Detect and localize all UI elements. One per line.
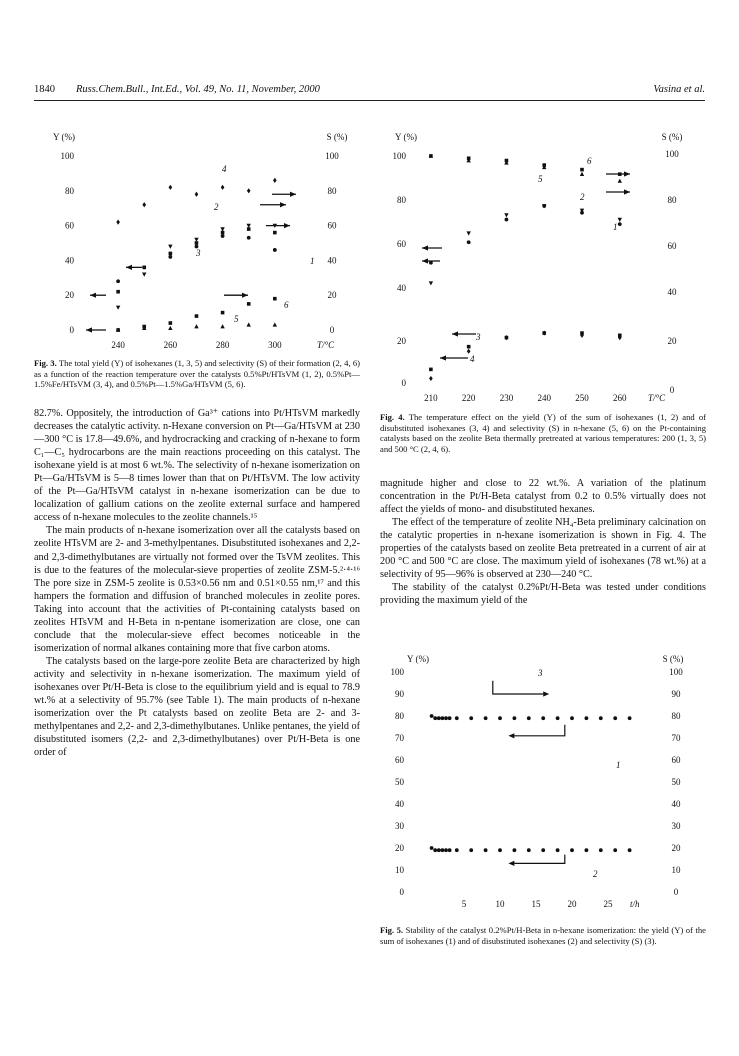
fig3-curve-label-3: 3 bbox=[196, 248, 201, 258]
fig4-x-ticks bbox=[424, 393, 627, 403]
fig3-point-series-1 bbox=[116, 279, 120, 283]
fig5-point-series-2 bbox=[585, 848, 589, 852]
tick-label: 40 bbox=[397, 283, 406, 293]
fig3-point-series-1 bbox=[247, 236, 251, 240]
fig4-curve-label-2: 2 bbox=[580, 192, 585, 202]
fig3-point-series-4 bbox=[169, 185, 173, 190]
fig3-curve-label-5: 5 bbox=[234, 314, 239, 324]
fig5-y-left-label: Y (%) bbox=[407, 654, 429, 664]
tick-label: 0 bbox=[329, 325, 335, 335]
fig3-y-left-label: Y (%) bbox=[53, 132, 75, 142]
tick-label: 100 bbox=[390, 667, 404, 677]
fig5-point-series-1 bbox=[448, 716, 452, 720]
tick-label: 80 bbox=[65, 185, 74, 196]
figure-5-caption bbox=[380, 925, 706, 946]
fig4-point-series-5 bbox=[580, 172, 584, 176]
journal-citation: Russ.Chem.Bull., Int.Ed., Vol. 49, No. 11, November, 2000 bbox=[76, 84, 320, 95]
paragraph: The effect of the temperature of zeolite NH₄-Beta preliminary calcination on the catalytic properties in n-hexane isomerization is shown in Fig. 4. The properties of the catalysts based on zeolite Beta pretreated in a current of air at 200 °C and 500 °C are close. The maximum yield of isohexanes (78 wt.%) at a selectivity of 95—96% is observed at 230—240 °C. bbox=[380, 517, 706, 581]
tick-label: 240 bbox=[537, 393, 551, 403]
fig5-point-series-2 bbox=[613, 848, 617, 852]
tick-label: 90 bbox=[671, 689, 681, 699]
fig5-point-series-1 bbox=[541, 716, 545, 720]
fig5-y-right-label: S (%) bbox=[662, 654, 684, 664]
fig4-y-ticks-right bbox=[665, 149, 679, 395]
fig3-point-series-4 bbox=[116, 220, 120, 225]
paragraph: The catalysts based on the large-pore zeolite Beta are characterized by high activity and selectivity in n-hexane isomerization. The maximum yield of isohexanes over Pt/H-Beta is close to the equilibrium yield and is equal to 78.9 wt.% at a selectivity of 95.7% (see Table 1). The main products of n-hexane isomerization over the Pt catalysts based on zeolite Beta are 2- and 3-methylpentanes and 2,2- and 2,3-dimethylbutanes. Unlike pentanes, the yield of disubstituted isomers (2,2- and 2,3-dimethylbutanes) over Pt/H-Beta is one order of bbox=[34, 655, 360, 759]
fig5-point-series-2 bbox=[455, 848, 459, 852]
fig4-markers bbox=[429, 154, 622, 381]
fig4-arrows bbox=[422, 171, 630, 360]
fig5-point-series-1 bbox=[433, 716, 437, 720]
fig3-point-series-6 bbox=[195, 314, 199, 318]
fig3-point-series-3 bbox=[273, 231, 277, 235]
fig3-point-series-6 bbox=[273, 297, 277, 301]
fig5-point-series-1 bbox=[469, 716, 473, 720]
fig4-curve-label-1: 1 bbox=[613, 222, 618, 232]
fig4-point-series-1 bbox=[467, 240, 471, 244]
fig4-point-series-2 bbox=[504, 213, 508, 217]
fig4-point-series-3 bbox=[467, 345, 471, 349]
fig3-x-ticks bbox=[111, 340, 282, 350]
tick-label: 20 bbox=[567, 899, 577, 909]
tick-label: 100 bbox=[325, 151, 339, 161]
fig4-point-series-2 bbox=[429, 281, 433, 285]
fig5-point-series-2 bbox=[430, 846, 434, 850]
fig3-arrow-left bbox=[126, 265, 142, 270]
fig3-point-series-1 bbox=[273, 248, 277, 252]
fig5-arrow-series-3 bbox=[493, 681, 549, 697]
fig5-point-series-1 bbox=[585, 716, 589, 720]
running-authors: Vasina et al. bbox=[653, 84, 705, 95]
fig3-point-series-3 bbox=[195, 241, 199, 245]
fig5-point-series-1 bbox=[556, 716, 560, 720]
fig4-caption-label: Fig. 4. bbox=[380, 412, 405, 422]
tick-label: 90 bbox=[395, 689, 404, 699]
fig4-caption-text: The temperature effect on the yield (Y) of the sum of isohexanes (1, 2) and of disubstituted isohexanes (3, 4) and selectivity (S) in n-hexane (5, 6) on the Pt-containing catalysts based on the zeolite Beta thermally pretreated at various temperatures: 200 (1, 3, 5) and 500 °C (2, 4, 6). bbox=[380, 412, 707, 454]
tick-label: 70 bbox=[395, 733, 404, 743]
fig4-point-series-3 bbox=[429, 368, 433, 372]
tick-label: 40 bbox=[667, 287, 677, 297]
tick-label: 70 bbox=[671, 733, 681, 743]
fig5-point-series-1 bbox=[444, 716, 448, 720]
fig3-arrow-left bbox=[90, 293, 106, 298]
paragraph: 82.7%. Oppositely, the introduction of Ga³⁺ cations into Pt/HTsVM markedly decreases the catalytic activity. n-Hexane conversion on Pt—Ga/HTsVM at 230—300 °C is 17.8—49.6%, and hydrocracking and cracking of n-hexane to form C₁—C₅ hydrocarbons are the main reactions proceeding on this catalyst. The isohexane yield is at most 6 wt.%. The selectivity of n-hexane isomerization on Pt—Ga/HTsVM is 5—8 times lower than that on Pt/HTsVM. The low activity of the Pt—Ga/HTsVM catalyst in n-hexane isomerization can be due to localization of gallium cations on the zeolite external surface and hampered access of n-hexane molecules to the zeolite channels.¹⁵ bbox=[34, 408, 360, 524]
paragraph: The stability of the catalyst 0.2%Pt/H-Beta was tested under conditions providing the maximum yield of the bbox=[380, 582, 706, 607]
tick-label: 60 bbox=[397, 239, 406, 249]
fig3-point-series-1 bbox=[221, 234, 225, 238]
tick-label: 260 bbox=[163, 340, 178, 350]
tick-label: 10 bbox=[395, 865, 404, 875]
right-column-text bbox=[380, 477, 706, 607]
fig5-point-series-2 bbox=[599, 848, 603, 852]
fig4-point-series-5 bbox=[618, 179, 622, 183]
fig5-caption-text: Stability of the catalyst 0.2%Pt/H-Beta in n-hexane isomerization: the yield (Y) of the sum of isohexanes (1) and of disubstituted isohexanes (2) and selectivity (S) (3). bbox=[380, 925, 706, 946]
fig3-point-series-5 bbox=[247, 322, 251, 326]
tick-label: 20 bbox=[395, 843, 404, 853]
fig3-point-series-4 bbox=[273, 178, 277, 183]
fig4-point-series-6 bbox=[580, 168, 584, 172]
fig4-curve-label-6: 6 bbox=[587, 156, 592, 166]
fig5-point-series-2 bbox=[628, 848, 632, 852]
fig5-point-series-1 bbox=[455, 716, 459, 720]
fig3-point-series-2 bbox=[116, 306, 120, 310]
fig3-point-series-1 bbox=[168, 255, 172, 259]
tick-label: 260 bbox=[613, 393, 627, 403]
fig5-point-series-2 bbox=[444, 848, 448, 852]
fig5-point-series-1 bbox=[498, 716, 502, 720]
tick-label: 5 bbox=[461, 899, 467, 909]
fig5-point-series-1 bbox=[527, 716, 531, 720]
fig5-arrows bbox=[493, 681, 565, 866]
fig3-point-series-5 bbox=[168, 326, 172, 330]
fig3-point-series-6 bbox=[221, 311, 225, 315]
fig5-point-series-2 bbox=[570, 848, 574, 852]
tick-label: 280 bbox=[215, 340, 230, 350]
fig5-point-series-1 bbox=[613, 716, 617, 720]
fig5-point-series-1 bbox=[430, 714, 434, 718]
fig4-point-series-6 bbox=[542, 163, 546, 167]
tick-label: 80 bbox=[397, 195, 406, 205]
fig5-curve-label-2: 2 bbox=[593, 869, 598, 879]
fig4-arrow-right bbox=[606, 189, 630, 194]
fig4-point-series-4 bbox=[429, 376, 433, 381]
fig3-point-series-5 bbox=[194, 324, 198, 328]
fig3-curve-label-4: 4 bbox=[222, 164, 227, 174]
fig4-arrow-left bbox=[422, 245, 442, 250]
fig5-curve-label-3: 3 bbox=[538, 668, 543, 678]
fig3-point-series-6 bbox=[169, 321, 173, 325]
fig5-point-series-2 bbox=[527, 848, 531, 852]
tick-label: 20 bbox=[667, 336, 677, 346]
tick-label: 60 bbox=[671, 755, 681, 765]
tick-label: 100 bbox=[60, 151, 74, 161]
fig3-arrow-right bbox=[224, 293, 248, 298]
fig3-point-series-4 bbox=[221, 185, 225, 190]
fig3-point-series-3 bbox=[116, 290, 120, 294]
tick-label: 60 bbox=[327, 220, 337, 231]
tick-label: 80 bbox=[671, 711, 681, 721]
fig5-point-series-1 bbox=[570, 716, 574, 720]
fig5-point-series-1 bbox=[513, 716, 517, 720]
fig4-point-series-4 bbox=[542, 330, 546, 335]
fig3-curve-label-2: 2 bbox=[214, 202, 219, 212]
tick-label: 100 bbox=[665, 149, 679, 159]
tick-label: 25 bbox=[603, 899, 613, 909]
tick-label: 300 bbox=[268, 340, 282, 350]
fig3-curve-label-6: 6 bbox=[284, 300, 289, 310]
fig3-curve-label-1: 1 bbox=[310, 256, 315, 266]
fig3-point-series-3 bbox=[142, 266, 146, 270]
fig3-x-label: T/°C bbox=[317, 340, 335, 350]
fig5-point-series-2 bbox=[469, 848, 473, 852]
tick-label: 20 bbox=[671, 843, 681, 853]
fig3-caption-text: The total yield (Y) of isohexanes (1, 3, 5) and selectivity (S) of their formation (2, 4, 6) as a function of the reaction temperature over the catalysts 0.5%Pt/HTsVM (1, 2), 0.5%Pt—1.5%Fe/HTsVM (3, 4), and 0.5%Pt—1.5%Ga/HTsVM (5, 6). bbox=[34, 358, 361, 390]
fig4-curve-label-3: 3 bbox=[476, 332, 481, 342]
fig4-arrow-left bbox=[452, 331, 476, 336]
tick-label: 40 bbox=[65, 255, 74, 266]
tick-label: 40 bbox=[327, 255, 337, 266]
paragraph: magnitude higher and close to 22 wt.%. A variation of the platinum concentration in the Pt/H-Beta catalyst from 0.2 to 0.5% virtually does not affect the yields of mono- and disubstituted hexanes. bbox=[380, 478, 706, 516]
tick-label: 0 bbox=[69, 325, 74, 335]
fig5-point-series-1 bbox=[437, 716, 441, 720]
fig3-y-ticks-left bbox=[61, 151, 75, 335]
fig4-arrow-left bbox=[440, 355, 468, 360]
fig3-point-series-6 bbox=[247, 302, 251, 306]
fig5-arrow-series-2 bbox=[508, 855, 564, 866]
tick-label: 60 bbox=[667, 241, 677, 251]
header-rule bbox=[34, 100, 705, 101]
fig5-point-series-1 bbox=[628, 716, 632, 720]
fig5-point-series-2 bbox=[448, 848, 452, 852]
fig3-point-series-2 bbox=[142, 273, 146, 277]
tick-label: 20 bbox=[65, 290, 74, 301]
tick-label: 20 bbox=[397, 336, 406, 346]
fig5-point-series-1 bbox=[484, 716, 488, 720]
tick-label: 240 bbox=[111, 340, 125, 350]
fig3-point-series-2 bbox=[168, 245, 172, 249]
fig3-point-series-6 bbox=[116, 328, 120, 332]
running-header bbox=[34, 84, 705, 98]
fig4-point-series-6 bbox=[505, 159, 509, 163]
tick-label: 0 bbox=[669, 385, 675, 395]
tick-label: 10 bbox=[495, 899, 505, 909]
fig5-point-series-1 bbox=[599, 716, 603, 720]
fig4-y-right-label: S (%) bbox=[661, 132, 683, 142]
tick-label: 210 bbox=[424, 393, 438, 403]
figure-4-caption bbox=[380, 412, 706, 454]
fig3-point-series-4 bbox=[195, 192, 199, 197]
tick-label: 50 bbox=[671, 777, 681, 787]
fig5-markers bbox=[430, 714, 632, 852]
fig5-point-series-2 bbox=[441, 848, 445, 852]
tick-label: 220 bbox=[461, 393, 476, 403]
fig5-point-series-2 bbox=[513, 848, 517, 852]
tick-label: 230 bbox=[499, 393, 514, 403]
tick-label: 100 bbox=[392, 151, 406, 161]
tick-label: 80 bbox=[395, 711, 404, 721]
left-column-text bbox=[34, 407, 360, 759]
fig4-curve-label-4: 4 bbox=[470, 354, 475, 364]
tick-label: 60 bbox=[65, 220, 74, 231]
tick-label: 30 bbox=[671, 821, 681, 831]
fig4-point-series-4 bbox=[505, 335, 509, 340]
fig5-y-ticks-right bbox=[669, 667, 683, 897]
fig5-point-series-2 bbox=[541, 848, 545, 852]
tick-label: 80 bbox=[667, 195, 677, 205]
tick-label: 30 bbox=[395, 821, 404, 831]
page-number: 1840 bbox=[34, 84, 55, 95]
fig5-curve-label-1: 1 bbox=[616, 760, 621, 770]
tick-label: 250 bbox=[575, 393, 589, 403]
fig3-point-series-5 bbox=[273, 322, 277, 326]
fig3-y-ticks-right bbox=[325, 151, 339, 335]
fig5-point-series-1 bbox=[441, 716, 445, 720]
fig3-point-series-3 bbox=[221, 231, 225, 235]
fig4-point-series-6 bbox=[429, 154, 433, 158]
fig3-point-series-3 bbox=[169, 252, 173, 256]
figure-5 bbox=[380, 652, 706, 912]
fig4-point-series-6 bbox=[467, 156, 471, 160]
fig5-point-series-2 bbox=[556, 848, 560, 852]
fig4-point-series-2 bbox=[618, 218, 622, 222]
tick-label: 50 bbox=[395, 777, 404, 787]
fig5-point-series-2 bbox=[498, 848, 502, 852]
fig3-caption-label: Fig. 3. bbox=[34, 358, 57, 368]
fig4-point-series-1 bbox=[618, 222, 622, 226]
fig5-point-series-2 bbox=[484, 848, 488, 852]
fig3-point-series-3 bbox=[247, 227, 251, 231]
tick-label: 15 bbox=[531, 899, 541, 909]
tick-label: 0 bbox=[399, 887, 404, 897]
fig4-y-ticks-left bbox=[393, 151, 407, 388]
fig3-arrows bbox=[86, 192, 296, 333]
tick-label: 0 bbox=[673, 887, 679, 897]
tick-label: 40 bbox=[395, 799, 404, 809]
fig5-point-series-2 bbox=[437, 848, 441, 852]
fig4-point-series-2 bbox=[466, 231, 470, 235]
tick-label: 20 bbox=[327, 290, 337, 301]
tick-label: 80 bbox=[327, 185, 337, 196]
figure-3-caption bbox=[34, 358, 360, 390]
fig3-arrow-right bbox=[272, 192, 296, 197]
fig3-point-series-5 bbox=[220, 324, 224, 328]
paragraph: The main products of n-hexane isomerization over all the catalysts based on zeolite HTsVM are 2- and 3-methylpentanes. Disubstituted isohexanes and 2,2- and 2,3-dimethylbutanes are virtually not formed over the TsVM zeolites. This is due to the features of the molecular-sieve properties of zeolite ZSM-5.²·⁴·¹⁶ The pore size in ZSM-5 zeolite is 0.53×0.56 nm and 0.51×0.55 nm,¹⁷ and this hampers the formation and diffusion of branched molecules in zeolite pores. Taking into account that the activities of Pt-containing catalysts based on zeolites HTsVM and H-Beta in n-pentane isomerization are close, one can conclude that the molecular-sieve effect becomes noticeable in the isomerization of normal alkanes containing more that five carbon atoms. bbox=[34, 525, 360, 654]
tick-label: 0 bbox=[401, 378, 406, 388]
fig4-point-series-1 bbox=[505, 218, 509, 222]
tick-label: 40 bbox=[671, 799, 681, 809]
fig3-point-series-6 bbox=[142, 325, 146, 329]
fig3-point-series-4 bbox=[247, 188, 251, 193]
fig4-x-label: T/°C bbox=[648, 393, 666, 403]
tick-label: 60 bbox=[395, 755, 404, 765]
fig4-y-left-label: Y (%) bbox=[395, 132, 417, 142]
fig5-point-series-2 bbox=[433, 848, 437, 852]
fig5-arrow-series-1 bbox=[508, 725, 564, 739]
fig3-point-series-4 bbox=[142, 202, 146, 207]
tick-label: 10 bbox=[671, 865, 681, 875]
figure-4 bbox=[380, 126, 705, 411]
fig3-arrow-right bbox=[260, 202, 286, 207]
tick-label: 100 bbox=[669, 667, 683, 677]
fig3-y-right-label: S (%) bbox=[326, 132, 348, 142]
fig5-x-label: t/h bbox=[630, 899, 640, 909]
figure-3 bbox=[34, 126, 364, 358]
fig3-arrow-left bbox=[86, 327, 106, 332]
fig4-curve-label-5: 5 bbox=[538, 174, 543, 184]
fig5-x-ticks bbox=[462, 899, 613, 909]
fig5-y-ticks-left bbox=[391, 667, 405, 897]
fig5-caption-label: Fig. 5. bbox=[380, 925, 404, 935]
fig3-arrow-right bbox=[266, 223, 290, 228]
